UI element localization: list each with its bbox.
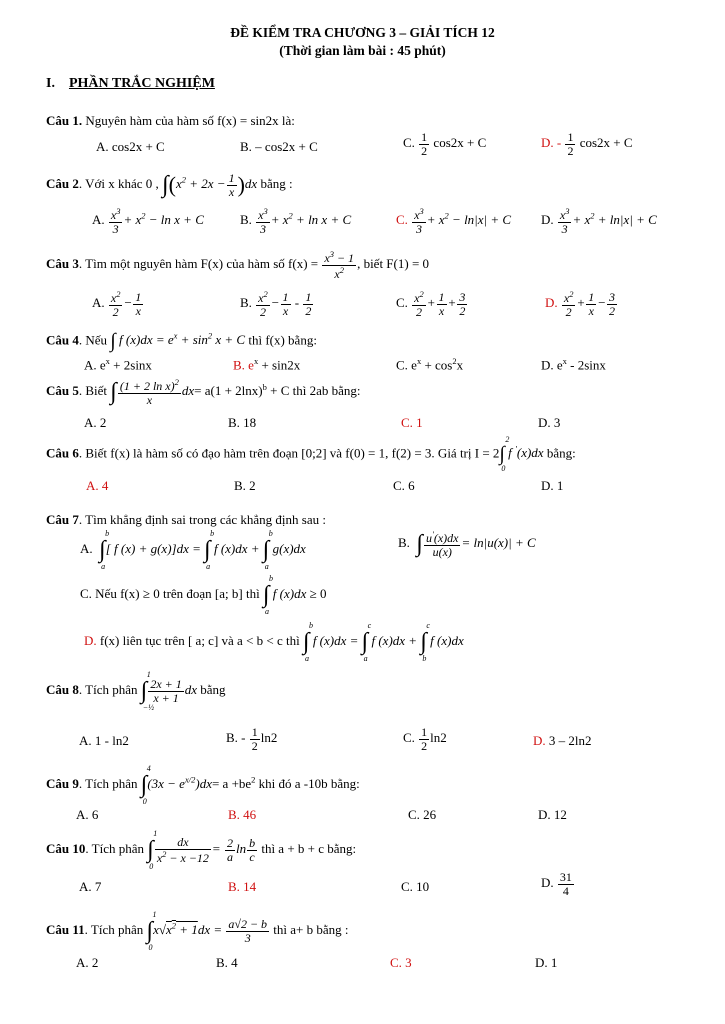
section-title: PHẦN TRẮC NGHIỆM [68, 76, 215, 91]
question-7 [46, 512, 326, 528]
question-tail: thì a + b + c bằng: [261, 841, 357, 857]
exam-subtitle: (Thời gian làm bài : 45 phút) [279, 43, 446, 58]
option-b[interactable]: B. $\frac{x^2}{2}$ − $\frac{1}{x}$ - $\frac{1}{2}$ [240, 289, 312, 319]
question-label: Câu 6 [46, 445, 79, 461]
option-d[interactable]: D. 3 [538, 415, 561, 430]
option-b[interactable]: B. – cos2x + C [240, 139, 318, 154]
frac-den: 4 [562, 883, 569, 898]
option-d[interactable]: D. f(x) liên tục trên [ a; c] và a < b < c thì b ∫ a f (x)dx = c ∫ a f (x)dx + c ∫ b f (x)dx [84, 621, 464, 663]
question-tail: = a +be [211, 775, 252, 791]
question-10: Câu 10. Tích phân 1 ∫ 0 $\frac{dx}{x^2 - x -12}$ = $\frac{2}{a}$ ln $\frac{b}{c}$ thì a + b + c bằng: [46, 829, 357, 872]
option-letter: C. [403, 730, 415, 746]
question-mid: = a(1 + 2lnx) [194, 383, 263, 399]
option-c[interactable]: C. $e^x + \cos^2x$ [396, 356, 464, 373]
question-tail: bằng : [260, 176, 293, 192]
question-text: . Tìm khẳng định sai trong các khẳng định sau : [78, 512, 326, 527]
option-letter: D. - [541, 135, 562, 151]
question-label: Câu 3 [46, 256, 79, 272]
frac-den: 2 [567, 143, 574, 158]
option-c[interactable]: C. Nếu f(x) ≥ 0 trên đoạn [a; b] thì b ∫ a f (x)dx ≥ 0 [80, 574, 327, 616]
question-tail: + C thì 2ab bằng: [266, 383, 361, 399]
option-expr: cos2x + C [579, 135, 633, 151]
question-text: . Tích phân [85, 841, 144, 857]
question-6: Câu 6. Biết f(x) là hàm số có đạo hàm trên đoạn [0;2] và f(0) = 1, f(2) = 3. Giá trị I = 2 2 ∫ 0 f '(x)dx bằng: [46, 435, 576, 474]
question-text: Nguyên hàm của hàm số f(x) = sin2x là: [85, 113, 295, 128]
option-text: B. e [233, 357, 254, 373]
option-a[interactable]: A. $\frac{x^2}{2}$ − $\frac{1}{x}$ [92, 289, 142, 319]
question-1 [46, 113, 295, 129]
option-a[interactable]: A. 7 [79, 879, 102, 894]
option-b[interactable]: B. 18 [228, 415, 257, 430]
option-text: + sin2x [258, 357, 301, 373]
question-4: Câu 4. Nếu ∫ f $(x)dx = e^x + \sin^2 x + C$ thì f(x) bằng: [46, 330, 317, 353]
question-label: Câu 2 [46, 176, 79, 192]
option-expr: cos2x + C [433, 135, 487, 151]
question-text: . Biết [78, 383, 108, 399]
question-tail: bằng [200, 682, 226, 698]
option-c[interactable]: C. 26 [408, 807, 437, 822]
question-tail: thì f(x) bằng: [248, 332, 317, 348]
question-text: . Với x khác 0 , [78, 176, 159, 192]
question-text: . Biết f(x) là hàm số có đạo hàm trên đoạn [0;2] và f(0) = 1, f(2) = 3. Giá trị I = 2 [78, 445, 500, 461]
option-c[interactable] [403, 131, 486, 157]
question-tail: thì a+ b bằng : [273, 922, 349, 938]
option-d[interactable]: D. 3 – 2ln2 [533, 733, 592, 748]
question-tail: , biết F(1) = 0 [357, 256, 430, 272]
question-label: Câu 11 [46, 922, 85, 938]
question-label: Câu 4 [46, 332, 79, 348]
frac-num: 1 [421, 130, 428, 144]
question-8: Câu 8. Tích phân 1 ∫ −½ $\frac{2x + 1}{x + 1}$ dx bằng [46, 670, 226, 713]
question-label: Câu 8 [46, 682, 79, 698]
section-number: I. [46, 76, 55, 91]
question-2: Câu 2. Với x khác 0 , $\int(x^2 + 2x$ − $\frac{1}{x}$ )dx bằng : [46, 171, 293, 199]
question-label: Câu 10 [46, 841, 86, 857]
option-text: C. e [396, 357, 417, 373]
option-a[interactable]: A. 4 [86, 478, 109, 493]
option-a[interactable]: A. 6 [76, 807, 99, 822]
option-c[interactable]: C. 10 [401, 879, 430, 894]
option-d[interactable]: D. 12 [538, 807, 567, 822]
option-c[interactable]: C. $\frac{x^2}{2}$ + $\frac{1}{x}$ + $\frac{3}{2}$ [396, 289, 466, 319]
option-d[interactable]: D. $\frac{x^3}{3}$ + $x^2 + \ln|x| + C$ [541, 206, 657, 236]
option-a[interactable]: A. 1 - ln2 [79, 733, 129, 748]
question-5: Câu 5. Biết ∫ $\frac{(1 + 2 \ln x)^2}{x}$ $dx= a(1 + 2\ln x)^b + C$ thì 2ab bằng: [46, 377, 361, 407]
option-b[interactable]: B. $e^x + \sin 2x$ [233, 356, 301, 373]
option-text: C. Nếu f(x) ≥ 0 trên đoạn [a; b] thì [80, 585, 260, 601]
option-text: f(x) liên tục trên [ a; c] và a < b < c thì [99, 632, 300, 648]
question-label: Câu 5 [46, 383, 79, 399]
question-text: . Nếu [78, 332, 108, 348]
exam-title: ĐỀ KIỂM TRA CHƯƠNG 3 – GIẢI TÍCH 12 [230, 25, 495, 40]
option-b[interactable]: B. 46 [228, 807, 257, 822]
option-a[interactable]: A. $e^x + 2\sin x$ [84, 356, 152, 373]
question-3: Câu 3. Tìm một nguyên hàm F(x) của hàm số f(x) = $\frac{x^3 - 1}{x^2}$ , biết F(1) = 0 [46, 249, 430, 281]
question-text: . Tích phân [78, 682, 138, 698]
option-text: + cos [421, 357, 453, 373]
option-d[interactable] [541, 871, 575, 897]
option-b[interactable]: B. 4 [216, 955, 238, 970]
option-letter: D. [84, 632, 97, 648]
option-b[interactable]: B. 2 [234, 478, 256, 493]
section-heading [46, 76, 215, 92]
question-11: Câu 11. Tích phân 1 ∫ 0 $x√x^2 + 1dx$ = $\frac{a√2 - b}{3}$ thì a+ b bằng : [46, 910, 349, 953]
option-d[interactable]: D. $\frac{x^2}{2}$ + $\frac{1}{x}$ − $\frac{3}{2}$ [545, 289, 616, 319]
option-text: D. e [541, 357, 563, 373]
option-c[interactable]: C. 3 [390, 955, 412, 970]
question-label: Câu 1. [46, 113, 83, 128]
option-a[interactable]: A. $\frac{x^3}{3}$ + $x^2 - \ln x + C$ [92, 206, 204, 236]
option-text: - 2sinx [566, 357, 606, 373]
option-d[interactable]: D. 1 [541, 478, 564, 493]
option-letter: D. [541, 875, 554, 891]
frac-num: 31 [559, 870, 572, 884]
option-b[interactable]: B. 14 [228, 879, 257, 894]
question-label: Câu 9 [46, 775, 79, 791]
question-label: Câu 7 [46, 512, 79, 527]
option-a[interactable]: A. b ∫ a [ f (x) + g(x)]dx = b ∫ a f (x)dx + b ∫ a g(x)dx [80, 529, 306, 571]
option-text: + 2sinx [109, 357, 152, 373]
option-b[interactable]: B. $\frac{x^3}{3}$ + $x^2 + \ln x + C$ [240, 206, 352, 236]
option-a[interactable]: A. cos2x + C [96, 139, 165, 154]
frac-den: 2 [421, 143, 428, 158]
frac-num: 1 [567, 130, 574, 144]
question-text: . Tích phân [84, 922, 144, 938]
question-text: . Tìm một nguyên hàm F(x) của hàm số f(x) = [78, 256, 319, 272]
option-a[interactable]: A. 2 [76, 955, 99, 970]
option-b[interactable]: B. ∫ $\frac{u'(x)dx}{u(x)}$ = ln|u(x)| + C [398, 529, 536, 559]
option-letter: C. [403, 135, 415, 151]
option-c[interactable]: C. 1 [401, 415, 423, 430]
question-tail: bằng: [546, 445, 576, 461]
question-text: . Tích phân [78, 775, 138, 791]
option-c[interactable]: C. 6 [393, 478, 415, 493]
option-d[interactable] [541, 131, 633, 157]
option-letter: A. [80, 540, 93, 556]
option-d[interactable]: D. $e^x - 2\sin x$ [541, 356, 606, 373]
question-tail-2: khi đó a -10b bằng: [255, 775, 360, 791]
option-letter: B. - [226, 730, 246, 746]
option-d[interactable]: D. 1 [535, 955, 558, 970]
option-letter: B. [398, 535, 410, 551]
option-b[interactable]: B. - $\frac{1}{2}$ ln2 [226, 725, 278, 753]
option-text: x [456, 357, 464, 373]
option-a[interactable]: A. 2 [84, 415, 107, 430]
question-9: Câu 9. Tích phân 4 ∫ 0 $(3x - e^{x/2})dx= a +be^2$ khi đó a -10b bằng: [46, 764, 360, 806]
option-c[interactable]: C. $\frac{x^3}{3}$ + $x^2 - \ln|x| + C$ [396, 206, 512, 236]
option-text: A. e [84, 357, 106, 373]
option-c[interactable]: C. $\frac{1}{2}$ ln2 [403, 725, 447, 753]
